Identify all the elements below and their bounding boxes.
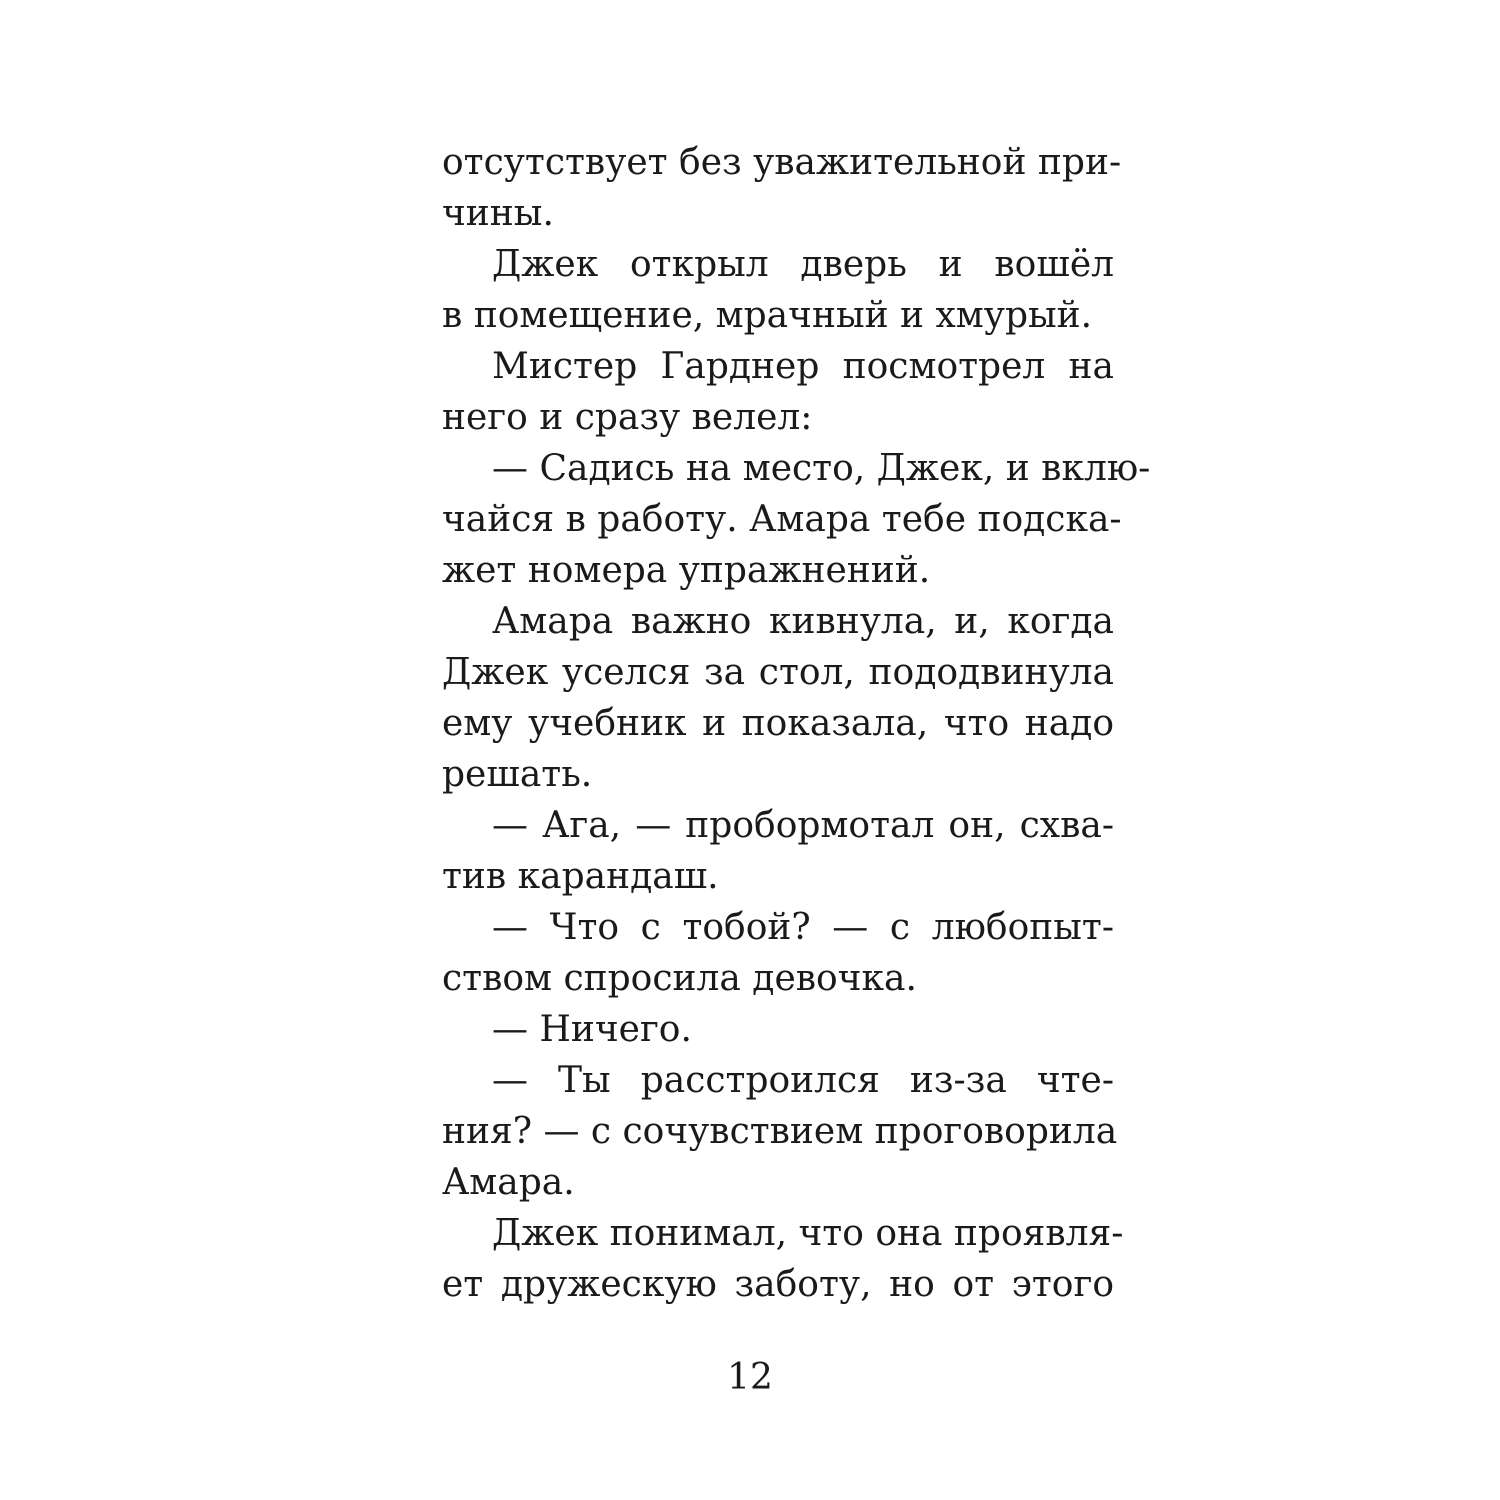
text-line: Джек открыл дверь и вошёл: [492, 244, 1114, 285]
text-line: в помещение, мрачный и хмурый.: [442, 295, 1093, 336]
text-line: Амара.: [442, 1162, 575, 1203]
text-line: отсутствует без уважительной при-: [442, 142, 1122, 183]
text-line: чайся в работу. Амара тебе подска-: [442, 499, 1122, 540]
text-line: Амара важно кивнула, и, когда: [492, 601, 1114, 642]
text-line: чины.: [442, 193, 554, 234]
text-line: него и сразу велел:: [442, 397, 813, 438]
text-line: — Что с тобой? — с любопыт-: [492, 907, 1114, 948]
page-number: 12: [727, 1357, 773, 1398]
text-line: Джек понимал, что она проявля-: [492, 1213, 1124, 1254]
text-line: ему учебник и показала, что надо: [442, 703, 1114, 744]
text-line: — Ага, — пробормотал он, схва-: [492, 805, 1114, 846]
text-line: — Ты расстроился из-за чте-: [492, 1060, 1114, 1101]
text-line: тив карандаш.: [442, 856, 719, 897]
text-line: ет дружескую заботу, но от этого: [442, 1264, 1114, 1305]
text-line: ния? — с сочувствием проговорила: [442, 1111, 1118, 1152]
text-line: — Садись на место, Джек, и вклю-: [492, 448, 1151, 489]
text-line: Джек уселся за стол, пододвинула: [442, 652, 1114, 693]
text-line: решать.: [442, 754, 593, 795]
text-line: жет номера упражнений.: [442, 550, 931, 591]
text-line: — Ничего.: [492, 1009, 692, 1050]
text-line: Мистер Гарднер посмотрел на: [492, 346, 1114, 387]
text-line: ством спросила девочка.: [442, 958, 917, 999]
